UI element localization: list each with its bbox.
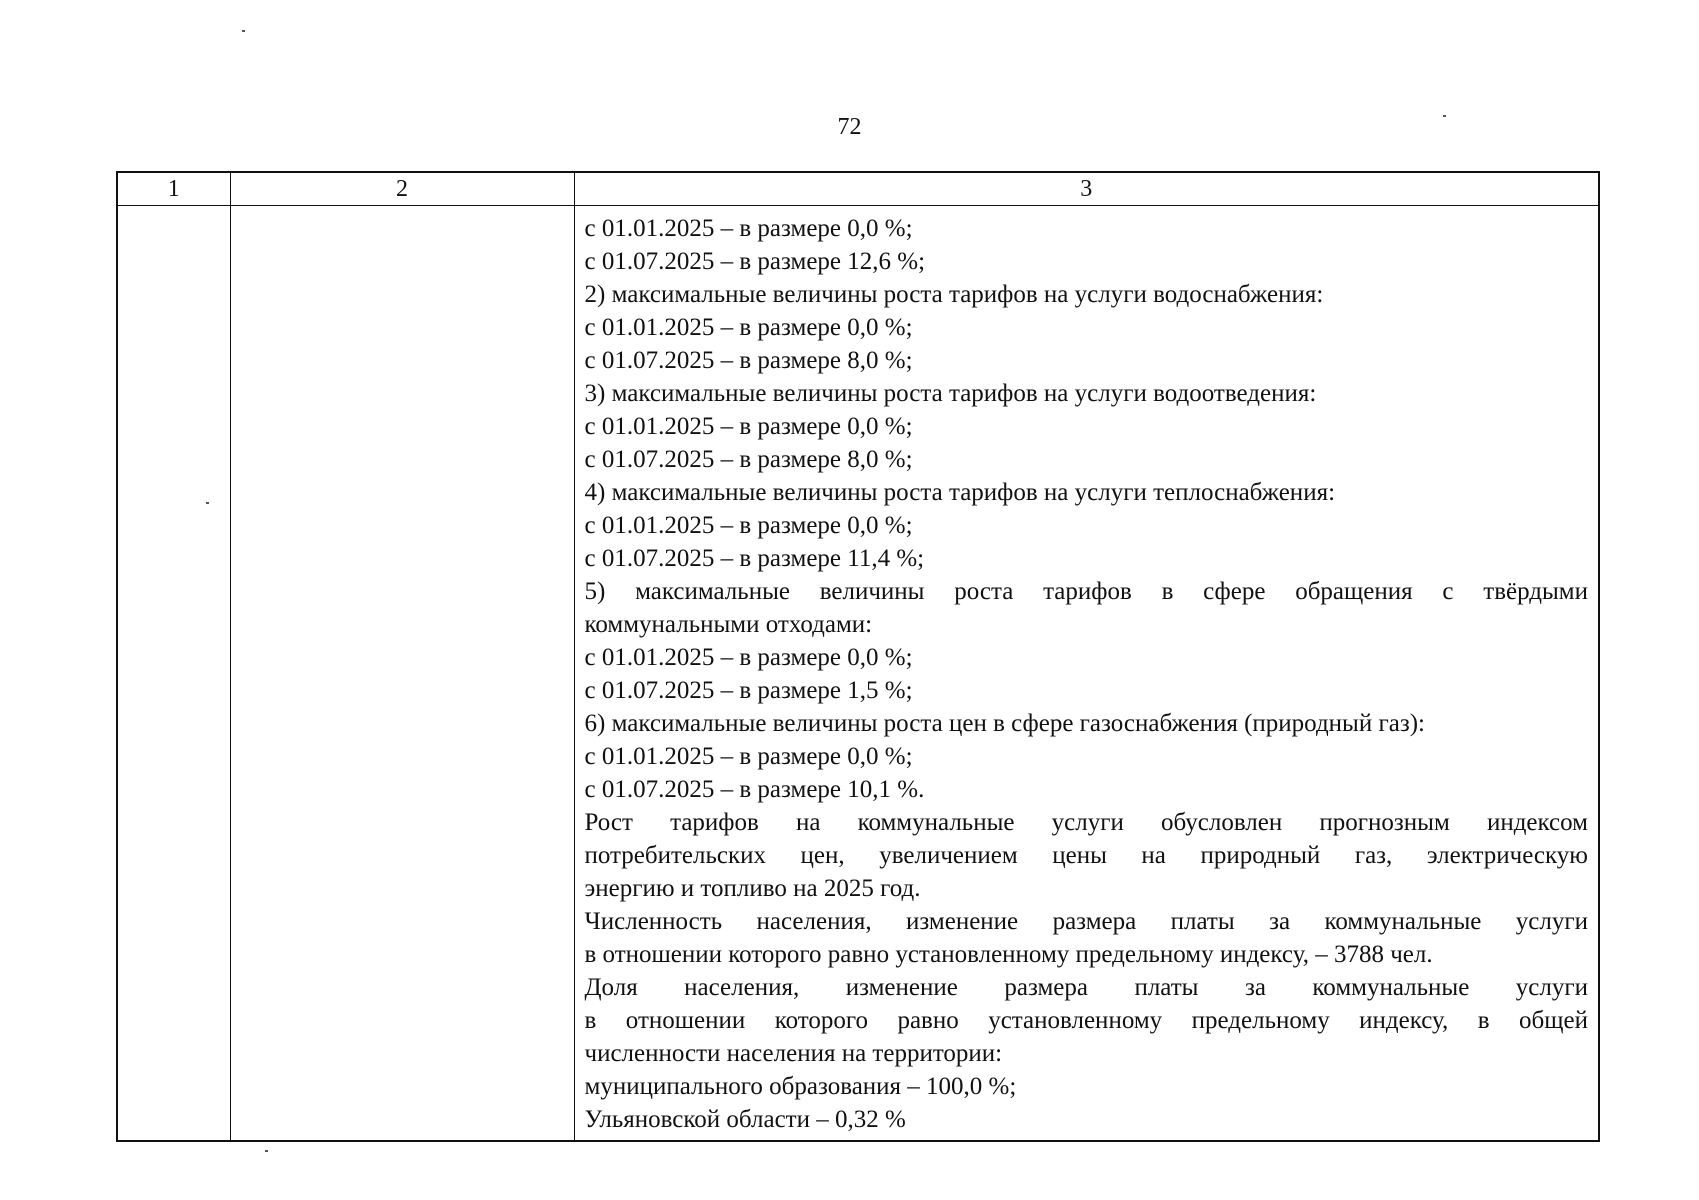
- cell-col-1: [117, 206, 230, 1142]
- text-line: 5) максимальные величины роста тарифов в сфере обращения с твёрдыми: [584, 578, 1588, 605]
- scan-speck: [1443, 115, 1446, 117]
- scan-speck: [242, 30, 245, 32]
- text-line: 3) максимальные величины роста тарифов на услуги водоотведения:: [584, 380, 1317, 407]
- header-col-3: 3: [574, 172, 1599, 206]
- text-line: энергию и топливо на 2025 год.: [584, 875, 921, 902]
- document-table: [116, 171, 1600, 1142]
- text-line: Численность населения, изменение размера платы за коммунальные услуги: [584, 908, 1588, 935]
- text-line: Доля населения, изменение размера платы за коммунальные услуги: [584, 974, 1588, 1001]
- text-line: численности населения на территории:: [584, 1040, 1003, 1067]
- text-line: 6) максимальные величины роста цен в сфере газоснабжения (природный газ):: [584, 710, 1425, 737]
- text-line: муниципального образования – 100,0 %;: [584, 1073, 1017, 1100]
- text-line: с 01.07.2025 – в размере 10,1 %.: [584, 776, 925, 803]
- header-col-1: 1: [117, 172, 230, 206]
- text-line: с 01.01.2025 – в размере 0,0 %;: [584, 743, 913, 770]
- text-line: Ульяновской области – 0,32 %: [584, 1106, 906, 1133]
- text-line: с 01.07.2025 – в размере 12,6 %;: [584, 248, 926, 275]
- page-number: 72: [837, 114, 862, 140]
- text-line: в отношении которого равно установленному предельному индексу, в общей: [584, 1007, 1588, 1034]
- text-line: коммунальными отходами:: [584, 611, 873, 638]
- text-line: Рост тарифов на коммунальные услуги обусловлен прогнозным индексом: [584, 809, 1588, 836]
- text-line: с 01.07.2025 – в размере 8,0 %;: [584, 347, 913, 374]
- text-line: с 01.01.2025 – в размере 0,0 %;: [584, 512, 913, 539]
- text-line: 2) максимальные величины роста тарифов на услуги водоснабжения:: [584, 281, 1324, 308]
- text-line: с 01.01.2025 – в размере 0,0 %;: [584, 215, 913, 242]
- text-line: в отношении которого равно установленному предельному индексу, – 3788 чел.: [584, 941, 1433, 968]
- text-line: с 01.07.2025 – в размере 1,5 %;: [584, 677, 913, 704]
- text-line: 4) максимальные величины роста тарифов на услуги теплоснабжения:: [584, 479, 1336, 506]
- header-col-2: 2: [230, 172, 574, 206]
- scan-speck: [265, 1150, 268, 1152]
- table-row: [117, 206, 1599, 1142]
- table-header-row: [117, 172, 1599, 206]
- text-line: с 01.01.2025 – в размере 0,0 %;: [584, 644, 913, 671]
- cell-col-3: [574, 206, 1599, 1142]
- text-line: с 01.01.2025 – в размере 0,0 %;: [584, 314, 913, 341]
- text-line: с 01.07.2025 – в размере 8,0 %;: [584, 446, 913, 473]
- text-line: потребительских цен, увеличением цены на природный газ, электрическую: [584, 842, 1588, 869]
- cell-col-2: [230, 206, 574, 1142]
- text-line: с 01.01.2025 – в размере 0,0 %;: [584, 413, 913, 440]
- text-line: с 01.07.2025 – в размере 11,4 %;: [584, 545, 925, 572]
